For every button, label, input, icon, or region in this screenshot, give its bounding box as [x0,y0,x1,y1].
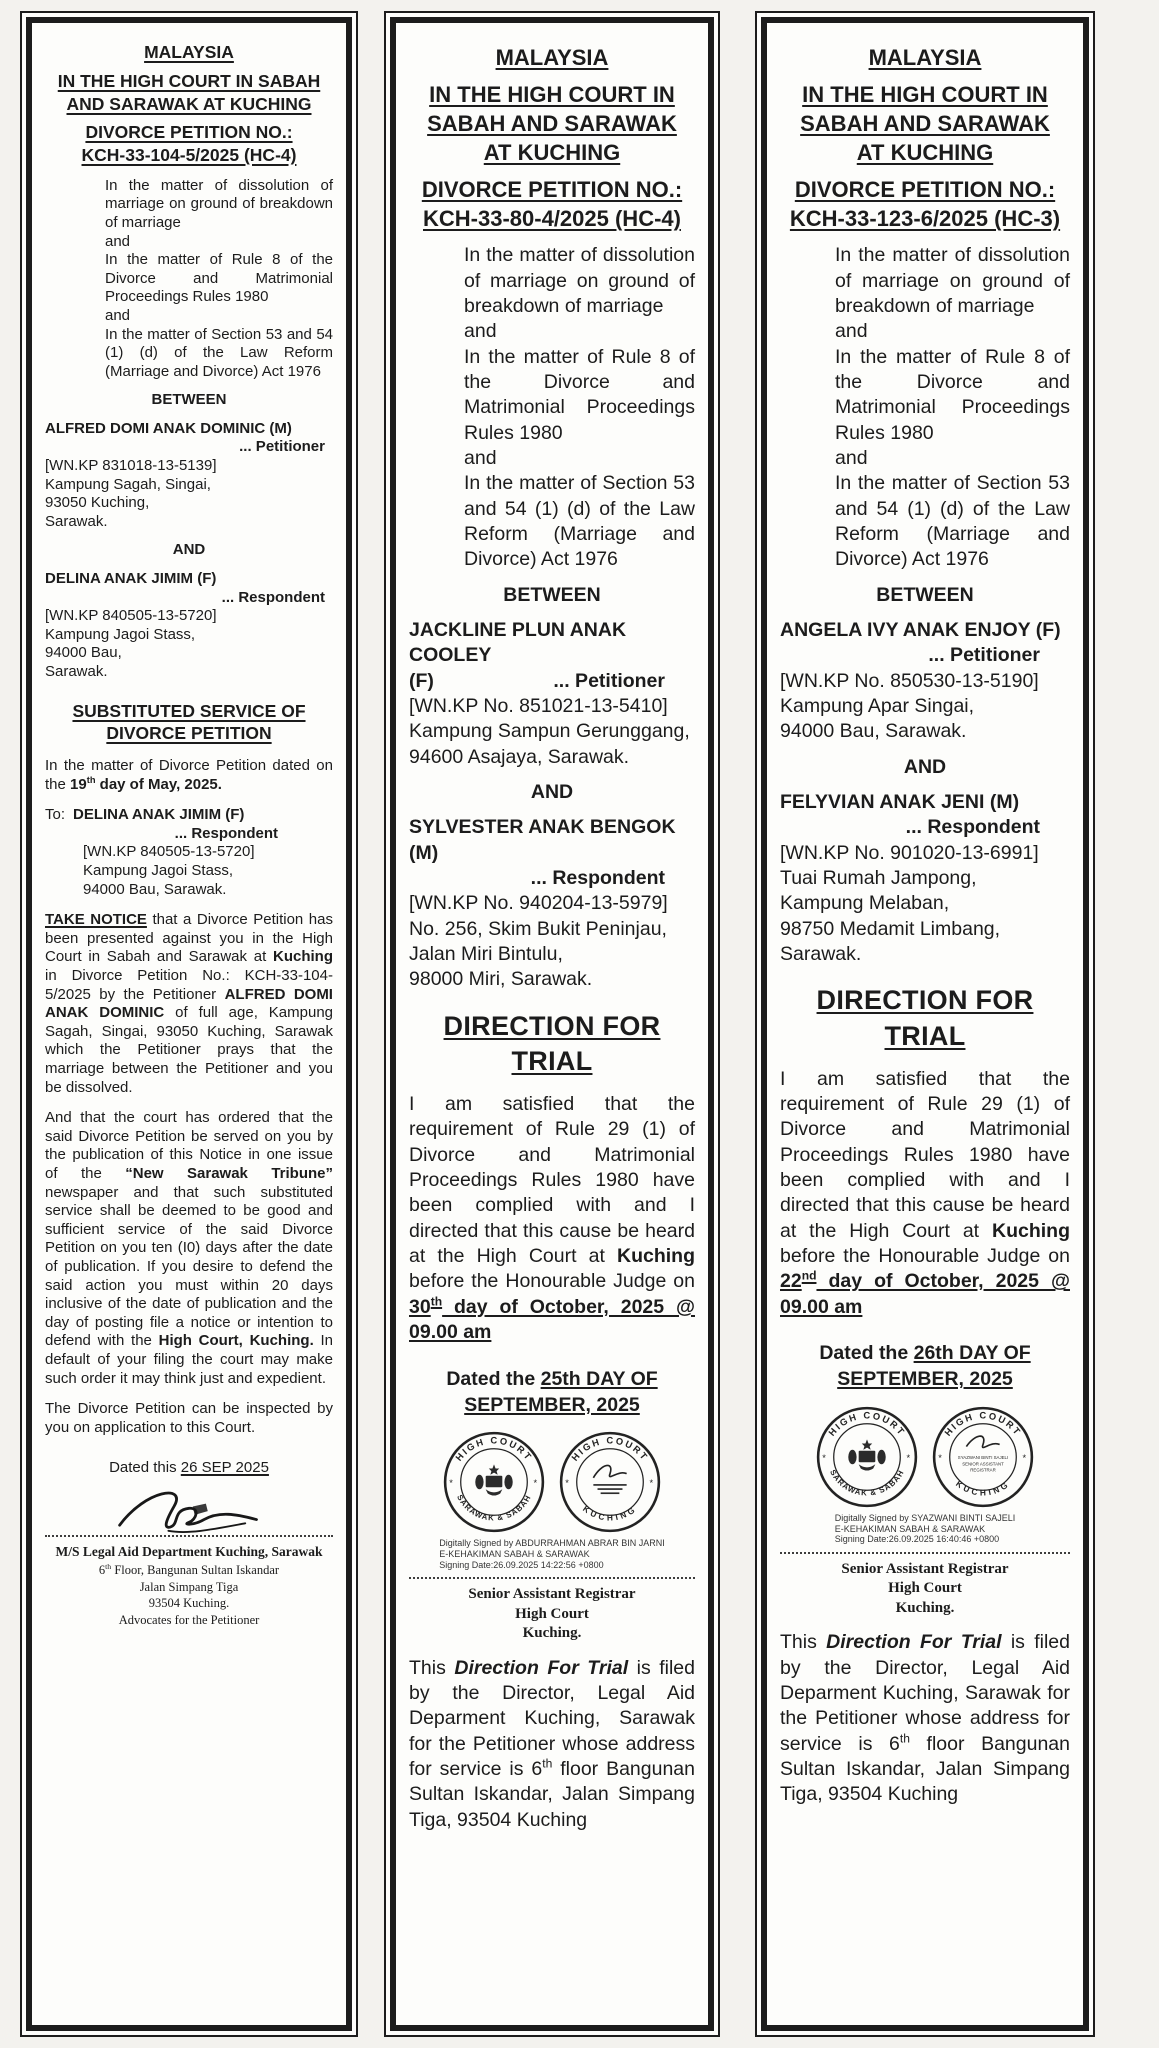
between-label: BETWEEN [876,583,974,606]
to-label: To: [45,806,66,824]
respondent-address: [WN.KP No. 940204-13-5979] No. 256, Skim Bukit Peninjau, Jalan Miri Bintulu, 98000 Miri, Sarawak. [409,892,668,991]
petitioner-address: [WN.KP No. 851021-13-5410] Kampung Sampun Gerunggang, 94600 Asajaya, Sarawak. [409,695,690,768]
notice-direction-for-trial-2 [755,11,1095,2037]
svg-text:*: * [533,1478,538,1489]
svg-text:HIGH COURT: HIGH COURT [569,1435,651,1464]
inspection-para: The Divorce Petition can be inspected by you on application to this Court. [45,1400,333,1436]
to-role: ... Respondent [174,824,278,842]
law-firm-address-1: 6th Floor, Bangunan Sultan Iskandar [98,1561,280,1577]
notice-direction-for-trial-1 [384,11,720,2037]
court-heading: IN THE HIGH COURT IN SABAH AND SARAWAK AT KUCHING [57,70,321,114]
coat-of-arms-icon [475,1464,512,1495]
respondent-role-row [45,589,333,608]
svg-text:SARAWAK & SABAH: SARAWAK & SABAH [455,1493,533,1523]
coat-of-arms-icon [848,1439,885,1470]
svg-text:*: * [906,1452,911,1463]
to-block [45,806,333,899]
registrar-signature-icon [593,1466,626,1478]
respondent-address: [WN.KP No. 901020-13-6991] Tuai Rumah Jampong, Kampung Melaban, 98750 Medamit Limbang, Sarawak. [780,841,1039,966]
petitioner-address: [WN.KP 831018-13-5139] Kampung Sagah, Singai, 93050 Kuching, Sarawak. [45,457,217,530]
svg-text:SENIOR ASSISTANT: SENIOR ASSISTANT [962,1461,1004,1467]
registrar-signature-icon [966,1436,999,1447]
dated-line: Dated this 26 SEP 2025 [109,1459,269,1477]
high-court-seal-kuching-icon [558,1430,662,1534]
petitioner-tag: (F) [409,669,434,692]
petitioner-block [780,618,1070,745]
svg-text:*: * [822,1452,826,1463]
notice-3-inner [761,17,1089,2031]
respondent-name: SYLVESTER ANAK BENGOK (M) [409,816,676,864]
high-court-seal-kuching-icon [931,1405,1035,1509]
dated-line: Dated the 25th DAY OF SEPTEMBER, 2025 [446,1367,658,1416]
svg-text:KUCHING: KUCHING [581,1503,639,1523]
digital-signature-lines: Digitally Signed by ABDURRAHMAN ABRAR BIN JARNI E-KEHAKIMAN SABAH & SARAWAK Signing Date:26.09.2025 14:22:56 +0800 [439,1538,665,1570]
country-heading: MALAYSIA [868,45,982,70]
petitioner-block [409,618,695,770]
svg-text:*: * [1022,1452,1027,1463]
dotted-separator [409,1577,695,1579]
svg-text:*: * [565,1478,569,1489]
law-firm-role: Advocates for the Petitioner [118,1613,260,1628]
to-row [45,806,333,825]
substituted-service-para: And that the court has ordered that the said Divorce Petition be served on you by the publication of this Notice in one issue of the “New Sarawak Tribune” newspaper and that such substituted service shall be deemed to be good and sufficient service of the said Divorce Petition on you ten (I0) days after the date of publication. If you desire to defend the said action you must within 20 days inclusive of the date of publication and the day of posting file a notice or intention to defend with the High Court, Kuching. In default of your filing the court may make such order it may think just and expedient. [45,1109,333,1387]
petitioner-role: ... Petitioner [928,644,1040,667]
direction-for-trial-heading: DIRECTION FOR TRIAL [816,985,1034,1052]
dotted-separator [780,1552,1070,1554]
svg-text:KUCHING: KUCHING [954,1478,1012,1498]
country-heading: MALAYSIA [495,45,609,70]
respondent-block [409,815,695,992]
petitioner-name: JACKLINE PLUN ANAK COOLEY [409,619,627,667]
respondent-role-row [780,815,1070,840]
service-heading: SUBSTITUTED SERVICE OF DIVORCE PETITION [72,700,306,744]
respondent-role: ... Respondent [221,588,325,606]
filed-by-para: This Direction For Trial is filed by the Director, Legal Aid Deparment Kuching, Sarawak for the Petitioner whose address for service is 6th floor Bangunan Sultan Iskandar, Jalan Simpang Tiga, 93504 Kuching [780,1631,1070,1806]
and-label: AND [903,755,947,778]
svg-text:REGISTRAR: REGISTRAR [970,1467,996,1473]
respondent-block [45,570,333,682]
dated-line: Dated the 26th DAY OF SEPTEMBER, 2025 [819,1342,1031,1391]
svg-text:*: * [449,1478,453,1489]
svg-text:HIGH COURT: HIGH COURT [942,1410,1024,1438]
respondent-role-row [409,866,695,891]
matter-block: In the matter of dissolution of marriage on ground of breakdown of marriage and In the matter of Rule 8 of the Divorce and Matrimonial Proceedings Rules 1980 and In the matter of Section 53 and 54 (1) (d) of the Law Reform (Marriage and Divorce) Act 1976 [105,176,333,380]
petitioner-role: ... Petitioner [239,438,325,456]
court-seals [780,1405,1070,1509]
registrar-block: Senior Assistant Registrar High Court Kuching. [841,1560,1009,1616]
petitioner-role-row [780,643,1070,668]
law-firm-block [45,1543,333,1629]
court-seals [409,1430,695,1534]
petition-number: DIVORCE PETITION NO.: KCH-33-80-4/2025 (HC-4) [421,177,683,232]
between-label: BETWEEN [151,391,227,409]
registrar-block: Senior Assistant Registrar High Court Kuching. [468,1586,636,1642]
respondent-role: ... Respondent [905,816,1040,839]
respondent-name: DELINA ANAK JIMIM (F) [45,570,217,588]
respondent-address: [WN.KP 840505-13-5720] Kampung Jagoi Stass, 94000 Bau, Sarawak. [45,607,217,680]
digital-signature-block [780,1513,1070,1550]
country-heading: MALAYSIA [144,42,234,62]
digital-signature-block [409,1538,695,1575]
petitioner-block [45,420,333,532]
notice-2-inner [390,17,714,2031]
to-name: DELINA ANAK JIMIM (F) [73,806,245,824]
svg-text:HIGH COURT: HIGH COURT [453,1435,535,1464]
petitioner-role-row [409,669,695,694]
respondent-name: FELYVIAN ANAK JENI (M) [780,791,1020,814]
between-label: BETWEEN [503,583,601,606]
to-address: [WN.KP 840505-13-5720] Kampung Jagoi Stass, 94000 Bau, Sarawak. [83,843,255,898]
petitioner-address: [WN.KP No. 850530-13-5190] Kampung Apar Singai, 94000 Bau, Sarawak. [780,669,1039,743]
matter-block: In the matter of dissolution of marriage on ground of breakdown of marriage and In the matter of Rule 8 of the Divorce and Matrimonial Proceedings Rules 1980 and In the matter of Section 53 and 54 (1) (d) of the Law Reform (Marriage and Divorce) Act 1976 [464,244,695,571]
svg-text:SYAZWANI BINTI SAJELI: SYAZWANI BINTI SAJELI [957,1454,1009,1460]
signature-icon [114,1482,264,1544]
petition-dated-para: In the matter of Divorce Petition dated on the 19th day of May, 2025. [45,757,333,793]
petitioner-name: ALFRED DOMI ANAK DOMINIC (M) [45,419,292,437]
court-heading: IN THE HIGH COURT IN SABAH AND SARAWAK AT KUCHING [800,82,1050,166]
handwritten-signature [45,1482,333,1550]
matter-block: In the matter of dissolution of marriage on ground of breakdown of marriage and In the matter of Rule 8 of the Divorce and Matrimonial Proceedings Rules 1980 and In the matter of Section 53 and 54 (1) (d) of the Law Reform (Marriage and Divorce) Act 1976 [835,244,1070,571]
and-label: AND [172,541,206,559]
petitioner-name: ANGELA IVY ANAK ENJOY (F) [780,619,1061,641]
petitioner-role: ... Petitioner [553,669,665,692]
svg-text:SARAWAK & SABAH: SARAWAK & SABAH [828,1467,906,1498]
notice-1-inner [26,17,352,2031]
notice-substituted-service [20,11,358,2037]
and-label: AND [530,781,574,804]
petitioner-role-row [45,438,333,457]
svg-text:*: * [938,1452,942,1463]
high-court-seal-sarawak-sabah-icon [442,1430,546,1534]
direction-for-trial-para: I am satisfied that the requirement of Rule 29 (1) of Divorce and Matrimonial Proceedings Rules 1980 have been complied with and I directed that this cause be heard at the High Court at Kuching before the Honourable Judge on 22nd day of October, 2025 @ 09.00 am [780,1067,1070,1318]
direction-for-trial-heading: DIRECTION FOR TRIAL [443,1010,661,1077]
direction-for-trial-para: I am satisfied that the requirement of Rule 29 (1) of Divorce and Matrimonial Proceedings Rules 1980 have been complied with and I directed that this cause be heard at the High Court at Kuching before the Honourable Judge on 30th day of October, 2025 @ 09.00 am [409,1093,695,1344]
law-firm-name: M/S Legal Aid Department Kuching, Sarawak [55,1544,323,1560]
filed-by-para: This Direction For Trial is filed by the Director, Legal Aid Deparment Kuching, Sarawak for the Petitioner whose address for service is 6th floor Bangunan Sultan Iskandar, Jalan Simpang Tiga, 93504 Kuching [409,1656,695,1831]
svg-text:HIGH COURT: HIGH COURT [826,1410,908,1438]
court-heading: IN THE HIGH COURT IN SABAH AND SARAWAK AT KUCHING [427,82,677,166]
petition-number: DIVORCE PETITION NO.: KCH-33-104-5/2025 (HC-4) [81,122,297,165]
petition-number: DIVORCE PETITION NO.: KCH-33-123-6/2025 (HC-3) [789,177,1061,232]
respondent-role: ... Respondent [530,867,665,890]
law-firm-address-2: Jalan Simpang Tiga [139,1579,239,1594]
respondent-block [780,790,1070,967]
law-firm-address-3: 93504 Kuching. [148,1596,230,1611]
high-court-seal-sarawak-sabah-icon [815,1405,919,1509]
take-notice-para: TAKE NOTICE that a Divorce Petition has been presented against you in the High Court in Sabah and Sarawak at Kuching in Divorce Petition No.: KCH-33-104-5/2025 by the Petitioner ALFRED DOMI ANAK DOMINIC of full age, Kampung Sagah, Singai, 93050 Kuching, Sarawak which the Petitioner prays that the marriage between the Petitioner and you be dissolved. [45,911,333,1096]
digital-signature-lines: Digitally Signed by SYAZWANI BINTI SAJELI E-KEHAKIMAN SABAH & SARAWAK Signing Date:26.09.2025 16:40:46 +0800 [834,1512,1016,1545]
svg-text:*: * [649,1478,654,1489]
